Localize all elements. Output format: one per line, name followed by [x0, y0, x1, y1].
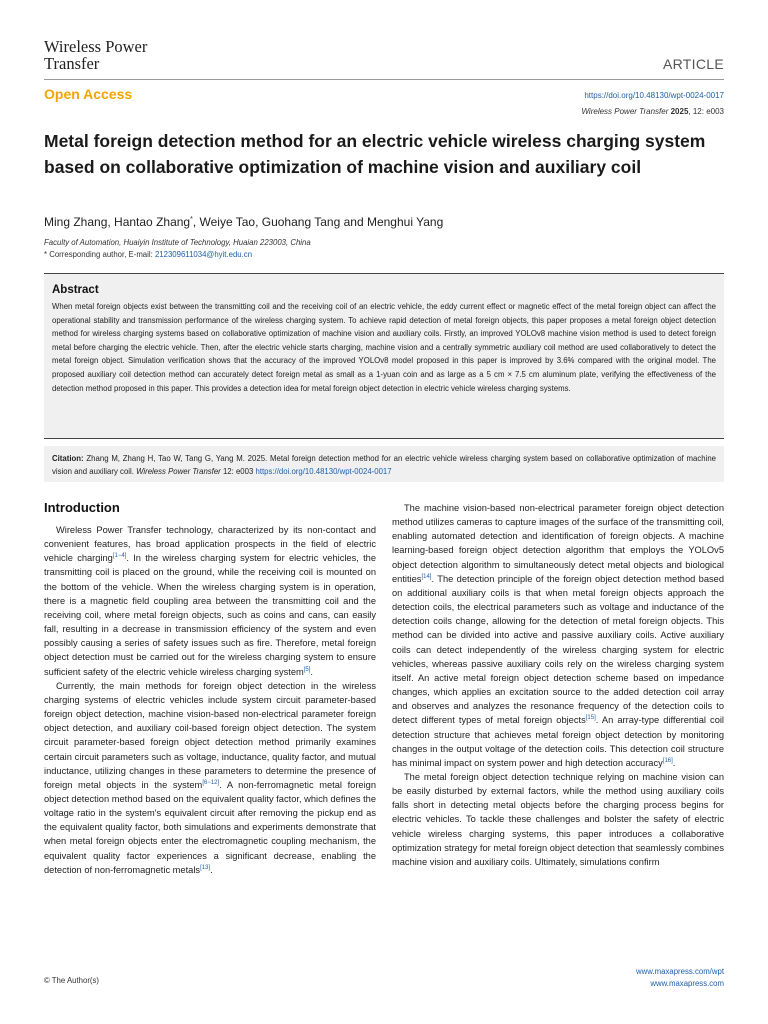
journal-citation-line — [581, 107, 724, 116]
copyright-notice: © The Author(s) — [44, 976, 100, 985]
cite-journal-name: Wireless Power Transfer — [581, 107, 669, 116]
text-run: . The detection principle of the foreign object detection method based on additional auxiliary coils is that when metal foreign objects approach the detection coils, the electrical parameters such as voltage and inductance of the detection coils change, allowing for the detection of metal foreign objects. This method can be divided into active and passive auxiliary coils. Active auxiliary coils can detect independently of the wireless charging system for electric vehicles, whereas passive auxiliary coils rely on the wireless charging system itself. An active metal foreign object detection scheme based on impedance changes, which applies an excitation source to the added detection coil array and observes and analyzes the resonance frequency of the detection coils to detect different types of metal foreign objects — [392, 573, 724, 726]
corresponding-star: * — [190, 216, 193, 223]
cite-volume: , 12: e003 — [688, 107, 724, 116]
text-run: Wireless Power Transfer technology, characterized by its non-contact and convenient features, has broad application prospects in the field of electric vehicle charging — [44, 525, 376, 564]
author-list — [44, 215, 443, 229]
text-run: . — [310, 666, 314, 677]
reference-link[interactable]: [1−4] — [112, 553, 127, 560]
authors-part1: Ming Zhang, Hantao Zhang — [44, 215, 191, 229]
text-run: The machine vision-based non-electrical parameter foreign object detection method utilizes cameras to capture images of the surface of the transmitting coil, enabling automated detection and identification of foreign objects. A machine learning-based foreign object detection algorithm that employs the YOLOv5 object detection algorithm to simultaneously detect metal objects and biological entities — [392, 503, 724, 584]
intro-paragraph-4: The metal foreign object detection technique relying on machine vision can be easily disturbed by external factors, while the method using auxiliary coils falls short in detecting metal objects before the charging process begins for electric vehicles. To tackle these challenges and bolster the safety of electric vehicle wireless charging systems, this paper introduces a collaborative optimization strategy for metal foreign object detection that seamlessly combines machine vision and auxiliary coils. Ultimately, simulations confirm — [392, 771, 724, 867]
corresponding-author — [44, 250, 252, 259]
citation-text: Zhang M, Zhang H, Tao W, Tang G, Yang M. 2025. Metal foreign detection method for an electric vehicle wireless charging system based on collaborative optimization of machine vision and auxiliary coil. — [52, 454, 716, 476]
cite-year: 2025 — [670, 107, 689, 116]
journal-logo-line1: Wireless Power — [44, 37, 148, 56]
text-run: Currently, the main methods for foreign object detection in the wireless charging systems of electric vehicles include system circuit parameter-based foreign object detection, machine vision-based non-electrical parameter foreign object detection, and auxiliary coil-based foreign object detection. The system circuit parameter-based foreign object detection method primarily examines certain circuit parameters such as voltage, inductance, quality factor, and mutual inductance, utilizing changes in these parameters to determine the presence of foreign metal objects in the system — [44, 680, 376, 790]
citation-doi-link[interactable]: https://doi.org/10.48130/wpt-0024-0017 — [255, 467, 392, 476]
reference-link[interactable]: [13] — [200, 864, 211, 871]
intro-paragraph-3 — [392, 501, 724, 770]
paper-title: Metal foreign detection method for an electric vehicle wireless charging system based on collaborative optimization of machine vision and auxiliary coil — [44, 131, 706, 177]
abstract-heading: Abstract — [52, 284, 99, 296]
authors-part2: , Weiye Tao, Guohang Tang and Menghui Yang — [192, 215, 444, 229]
reference-link[interactable]: [16] — [662, 757, 673, 764]
footer-links — [636, 966, 724, 990]
email-link[interactable]: 212309611034@hyit.edu.cn — [154, 250, 253, 259]
journal-website-link[interactable]: www.maxapress.com/wpt — [636, 967, 724, 976]
abstract-box — [44, 273, 724, 439]
journal-logo-line2: Transfer — [44, 54, 100, 73]
corresponding-label: * Corresponding author, E-mail: — [44, 250, 155, 259]
publisher-website-link[interactable]: www.maxapress.com — [650, 979, 724, 988]
citation-journal: Wireless Power Transfer — [136, 467, 221, 476]
text-run: . In the wireless charging system for electric vehicles, the transmitting coil is placed on the ground, while the receiving coil is mounted on the bottom of the vehicle. When the wireless charging system is in operation, there is a magnetic field coupling area between the transmitting coil and the receiving coil, where metal foreign objects, such as coins and cans, can easily fall, resulting in a decrease in transmission efficiency of the system and even possibly causing a series of safety issues such as fire. Therefore, metal foreign object detection must be carried out for the wireless charging system to ensure sufficient safety of the electric vehicle wireless charging system — [44, 553, 376, 677]
text-run: . — [672, 757, 676, 768]
reference-link[interactable]: [15] — [585, 715, 596, 722]
citation-volume: 12: e003 — [220, 467, 256, 476]
introduction-heading: Introduction — [44, 500, 120, 515]
open-access-badge: Open Access — [44, 86, 133, 102]
journal-logo — [44, 38, 147, 72]
affiliation: Faculty of Automation, Huaiyin Institute of Technology, Huaian 223003, China — [44, 238, 311, 247]
reference-link[interactable]: [6−12] — [202, 779, 220, 786]
intro-paragraph-2 — [44, 679, 376, 877]
abstract-text: When metal foreign objects exist between the transmitting coil and the receiving coil of an electric vehicle, the eddy current effect or magnetic effect of the metal foreign object can affect the operational stability and transmission performance of the wireless charging system. To achieve rapid detection of metal foreign objects, this paper proposes a metal foreign object detection method for wireless charging systems based on collaborative optimization of machine vision and auxiliary coils. Firstly, an improved YOLOv8 machine vision method is used to detect foreign metal before charging the electric vehicle. Then, after the electric vehicle starts charging, machine vision and a centrally symmetric auxiliary coil method are used collaboratively to detect the metal foreign object. Simulation verification shows that the accuracy of the improved YOLOv8 model proposed in this paper is improved by 3.6% compared with the original model. The proposed auxiliary coil detection method can accurately detect foreign metal as small as a 1-yuan coin and as large as a 5 cm × 7.5 cm aluminum plate, verifying the effectiveness of the detection method proposed in this paper. This provides a detection idea for metal foreign object detection in electric vehicle wireless charging systems. — [52, 302, 716, 393]
text-run: . A non-ferromagnetic metal foreign object detection method based on the equivalent quality factor, which defines the voltage ratio in the system's equivalent circuit after removing the pickup end as the equivalent quality factor, both simulations and experiments demonstrate that when metal foreign objects enter the electromagnetic coupling mechanism, the equivalent quality factor experiences a significant decrease, enabling the detection of non-ferromagnetic metals — [44, 779, 376, 875]
reference-link[interactable]: [14] — [421, 573, 432, 580]
reference-link[interactable]: [5] — [303, 666, 311, 673]
doi-link[interactable]: https://doi.org/10.48130/wpt-0024-0017 — [584, 91, 724, 100]
header-divider — [44, 79, 724, 80]
body-column-right — [392, 501, 724, 869]
text-run: . — [210, 864, 213, 875]
intro-paragraph-1 — [44, 523, 376, 679]
article-type-label: ARTICLE — [663, 56, 724, 72]
citation-label: Citation: — [52, 454, 84, 463]
text-run: . An array-type differential coil detection structure that achieves metal foreign object detection by monitoring changes in the output voltage of the detection coils. This detection coil structure has minimal impact on system power and high detection accuracy — [392, 715, 724, 768]
citation-box — [44, 446, 724, 482]
body-column-left — [44, 500, 376, 877]
